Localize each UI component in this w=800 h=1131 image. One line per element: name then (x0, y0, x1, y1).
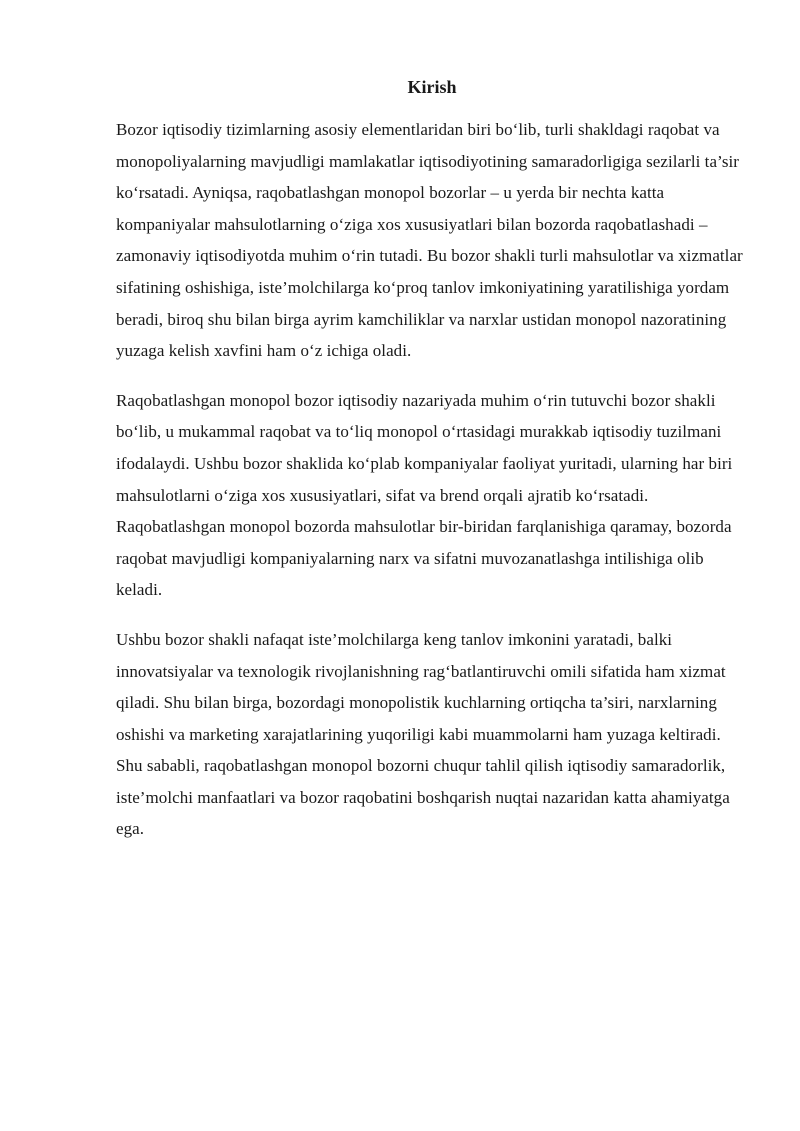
paragraph-1: Bozor iqtisodiy tizimlarning asosiy elementlaridan biri bo‘lib, turli shakldagi raqobat va monopoliyalarning mavjudligi mamlakatlar iqtisodiyotining samaradorligiga sezilarli ta’sir ko‘rsatadi. Ayniqsa, raqobatlashgan monopol bozorlar – u yerda bir nechta katta kompaniyalar mahsulotlarning o‘ziga xos xususiyatlari bilan bozorda raqobatlashadi – zamonaviy iqtisodiyotda muhim o‘rin tutadi. Bu bozor shakli turli mahsulotlar va xizmatlar sifatining oshishiga, iste’molchilarga ko‘proq tanlov imkoniyatining yaratilishiga yordam beradi, biroq shu bilan birga ayrim kamchiliklar va narxlar ustidan monopol nazoratining yuzaga kelish xavfini ham o‘z ichiga oladi. (116, 120, 743, 361)
paragraph-3: Ushbu bozor shakli nafaqat iste’molchilarga keng tanlov imkonini yaratadi, balki innovatsiyalar va texnologik rivojlanishning rag‘batlantiruvchi omili sifatida ham xizmat qiladi. Shu bilan birga, bozordagi monopolistik kuchlarning ortiqcha ta’siri, narxlarning oshishi va marketing xarajatlarining yuqoriligi kabi muammolarni ham yuzaga keltiradi. Shu sababli, raqobatlashgan monopol bozorni chuqur tahlil qilish iqtisodiy samaradorlik, iste’molchi manfaatlari va bozor raqobatini boshqarish nuqtai nazaridan katta ahamiyatga ega. (116, 629, 730, 839)
document-title: Kirish (407, 77, 457, 97)
document-body (116, 74, 748, 863)
paragraph-2: Raqobatlashgan monopol bozor iqtisodiy nazariyada muhim o‘rin tutuvchi bozor shakli bo‘lib, u mukammal raqobat va to‘liq monopol o‘rtasidagi murakkab iqtisodiy tuzilmani ifodalaydi. Ushbu bozor shaklida ko‘plab kompaniyalar faoliyat yuritadi, ularning har biri mahsulotlarni o‘ziga xos xususiyatlari, sifat va brend orqali ajratib ko‘rsatadi. Raqobatlashgan monopol bozorda mahsulotlar bir-biridan farqlanishiga qaramay, bozorda raqobat mavjudligi kompaniyalarning narx va sifatni muvozanatlashga intilishiga olib keladi. (116, 390, 733, 600)
